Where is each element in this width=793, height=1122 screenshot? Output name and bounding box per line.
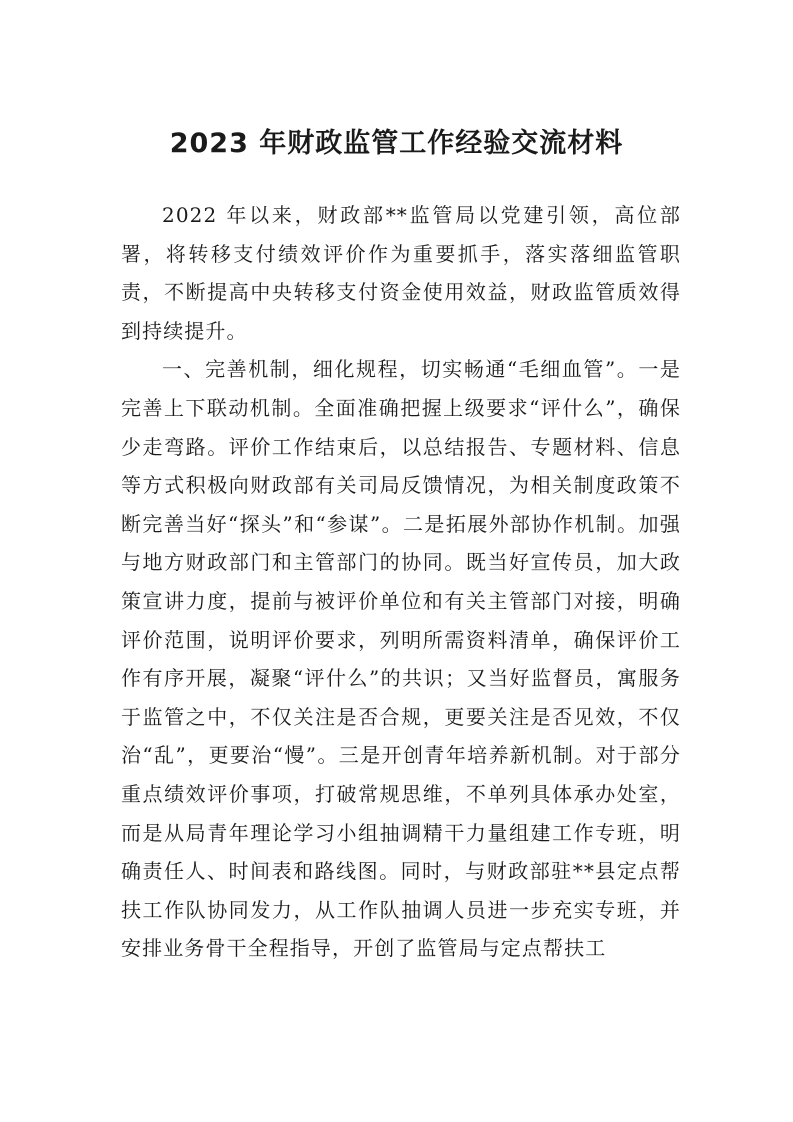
document-title: 2023 年财政监管工作经验交流材料 <box>169 128 624 159</box>
section-one-paragraph: 一、完善机制，细化规程，切实畅通“毛细血管”。一是完善上下联动机制。全面准确把握上级要求“评什么”，确保少走弯路。评价工作结束后，以总结报告、专题材料、信息等方式积极向财政部有关司局反馈情况，为相关制度政策不断完善当好“探头”和“参谋”。二是拓展外部协作机制。加强与地方财政部门和主管部门的协同。既当好宣传员，加大政策宣讲力度，提前与被评价单位和有关主管部门对接，明确评价范围，说明评价要求，列明所需资料清单，确保评价工作有序开展，凝聚“评什么”的共识；又当好监督员，寓服务于监管之中，不仅关注是否合规，更要关注是否见效，不仅治“乱”，更要治“慢”。三是开创青年培养新机制。对于部分重点绩效评价事项，打破常规思维，不单列具体承办处室，而是从局青年理论学习小组抽调精干力量组建工作专班，明确责任人、时间表和路线图。同时，与财政部驻**县定点帮扶工作队协同发力，从工作队抽调人员进一步充实专班，并安排业务骨干全程指导，开创了监管局与定点帮扶工 <box>121 357 681 961</box>
intro-paragraph: 2022 年以来，财政部**监管局以党建引领，高位部署，将转移支付绩效评价作为重要抓手，落实落细监管职责，不断提高中央转移支付资金使用效益，财政监管质效得到持续提升。 <box>121 203 681 343</box>
document-body <box>121 196 681 968</box>
